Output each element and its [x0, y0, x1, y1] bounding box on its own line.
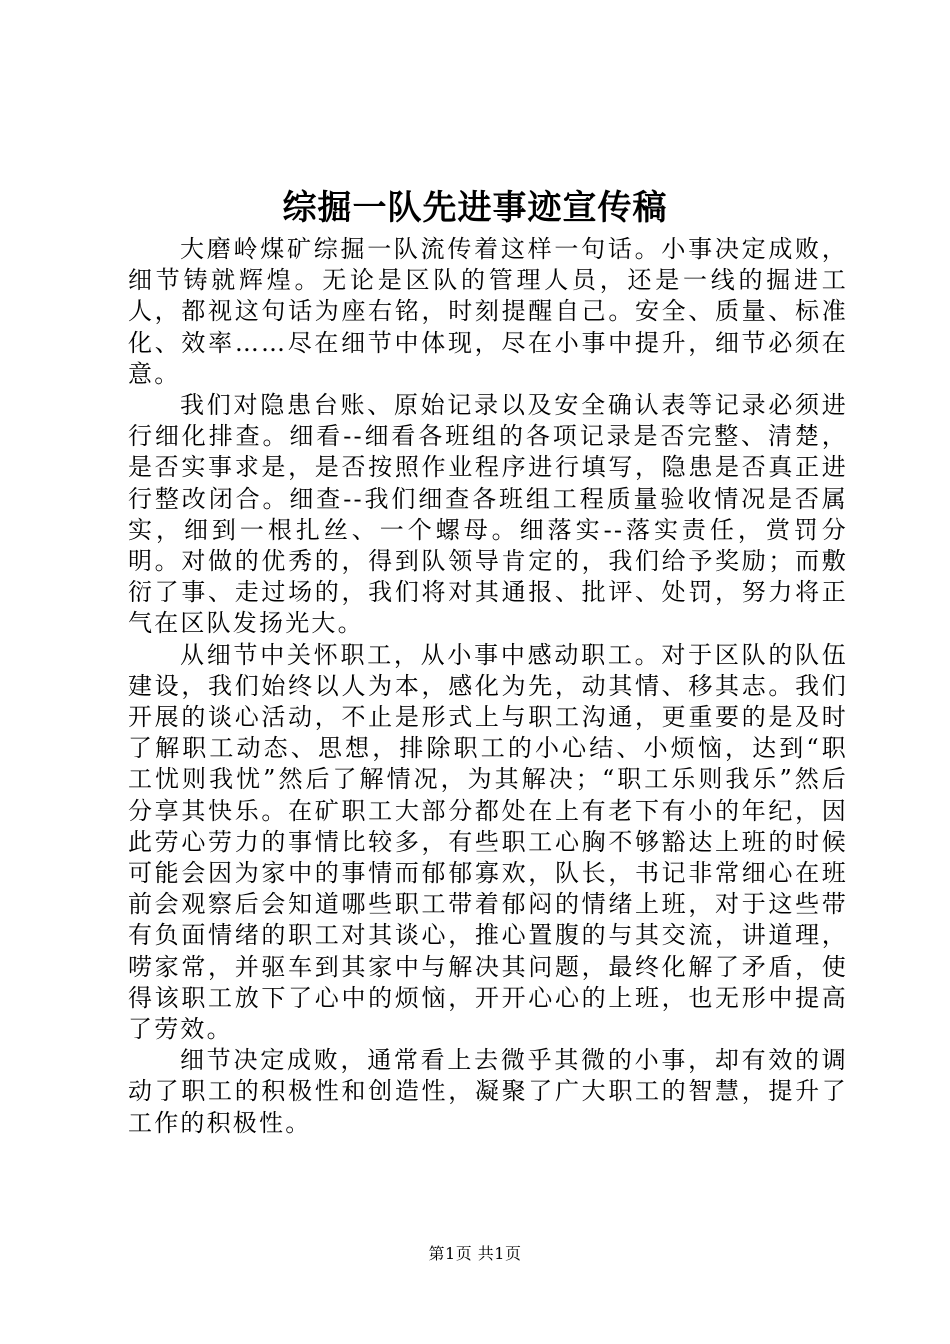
paragraph-2: 我们对隐患台账、原始记录以及安全确认表等记录必须进行细化排查。细看--细看各班组的各项记录是否完整、清楚，是否实事求是，是否按照作业程序进行填写，隐患是否真正进行整改闭合。细查--我们细查各班组工程质量验收情况是否属实，细到一根扎丝、一个螺母。细落实--落实责任，赏罚分明。对做的优秀的，得到队领导肯定的，我们给予奖励；而敷衍了事、走过场的，我们将对其通报、批评、处罚，努力将正气在区队发扬光大。	[128, 391, 848, 638]
document-body	[128, 234, 848, 1139]
paragraph-1: 大磨岭煤矿综掘一队流传着这样一句话。小事决定成败，细节铸就辉煌。无论是区队的管理人员，还是一线的掘进工人，都视这句话为座右铭，时刻提醒自己。安全、质量、标准化、效率……尽在细节中体现，尽在小事中提升，细节必须在意。	[128, 235, 848, 388]
paragraph-4: 细节决定成败，通常看上去微乎其微的小事，却有效的调动了职工的积极性和创造性，凝聚了广大职工的智慧，提升了工作的积极性。	[128, 1046, 848, 1137]
document-title: 综掘一队先进事迹宣传稿	[282, 188, 668, 228]
page-footer: 第1页 共1页	[428, 1244, 522, 1263]
paragraph-3: 从细节中关怀职工，从小事中感动职工。对于区队的队伍建设，我们始终以人为本，感化为先，动其情、移其志。我们开展的谈心活动，不止是形式上与职工沟通，更重要的是及时了解职工动态、思想，排除职工的小心结、小烦恼，达到“职工忧则我忧”然后了解情况，为其解决；“职工乐则我乐”然后分享其快乐。在矿职工大部分都处在上有老下有小的年纪，因此劳心劳力的事情比较多，有些职工心胸不够豁达上班的时候可能会因为家中的事情而郁郁寡欢，队长，书记非常细心在班前会观察后会知道哪些职工带着郁闷的情绪上班，对于这些带有负面情绪的职工对其谈心，推心置腹的与其交流，讲道理，唠家常，并驱车到其家中与解决其问题，最终化解了矛盾，使得该职工放下了心中的烦恼，开开心心的上班，也无形中提高了劳效。	[128, 640, 848, 1044]
